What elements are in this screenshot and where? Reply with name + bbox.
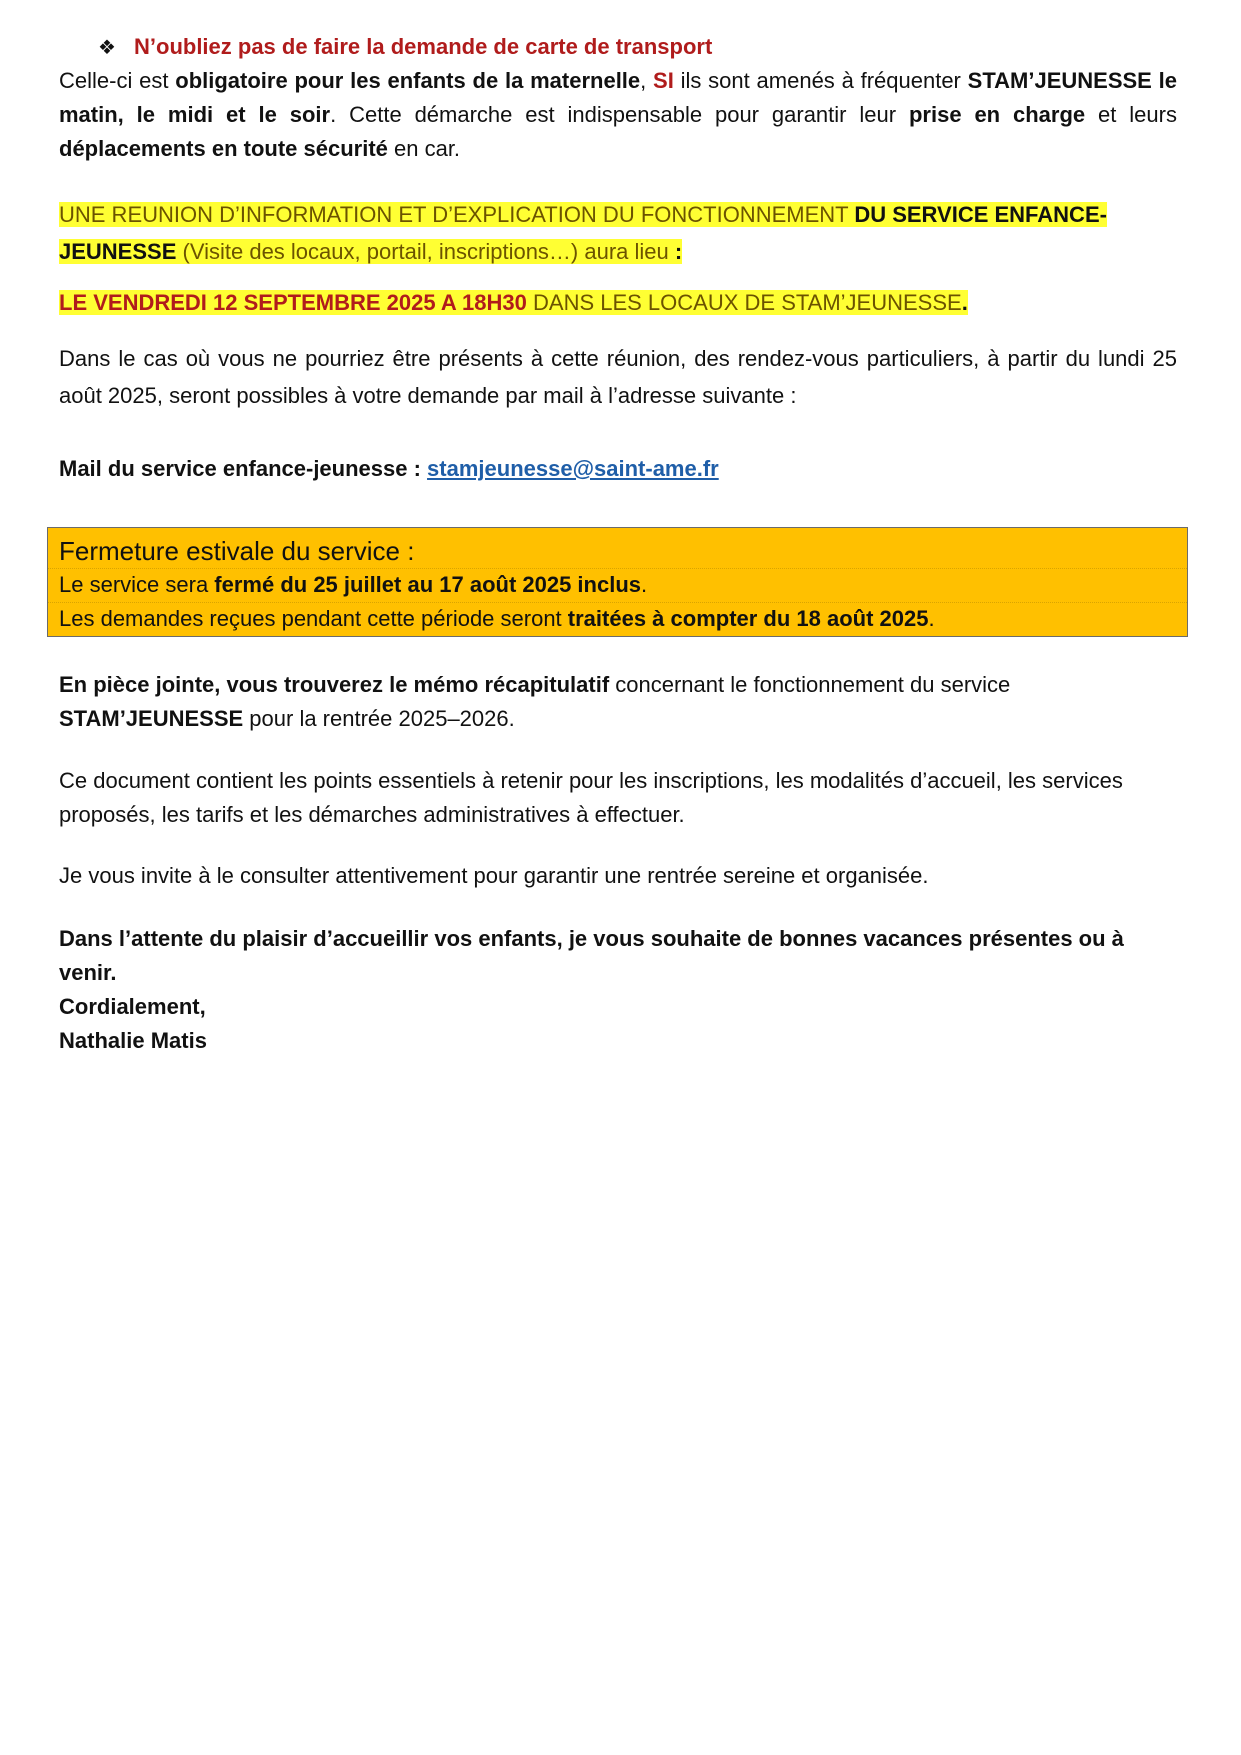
closing-wish: Dans l’attente du plaisir d’accueillir vos enfants, je vous souhaite de bonnes vacances présentes ou à venir. — [59, 926, 1124, 985]
contact-line — [59, 452, 1177, 486]
meeting-announcement: UNE REUNION D’INFORMATION ET D’EXPLICATION DU FONCTIONNEMENT DU SERVICE ENFANCE-JEUNESSE (Visite des locaux, portail, inscriptions…) aura lieu : — [59, 202, 1107, 264]
closure-requests-line: Les demandes reçues pendant cette période seront traitées à compter du 18 août 2025. — [59, 606, 935, 631]
diamond-bullet-icon: ❖ — [98, 37, 116, 59]
memo-paragraph: En pièce jointe, vous trouverez le mémo récapitulatif concernant le fonctionnement du service STAM’JEUNESSE pour la rentrée 2025–2026. — [59, 672, 1011, 731]
invite-paragraph: Je vous invite à le consulter attentivement pour garantir une rentrée sereine et organisée. — [59, 863, 929, 888]
summer-closure-box — [47, 527, 1188, 637]
email-link[interactable]: stamjeunesse@saint-ame.fr — [427, 456, 719, 481]
document-info-paragraph: Ce document contient les points essentiels à retenir pour les inscriptions, les modalités d’accueil, les services proposés, les tarifs et les démarches administratives à effectuer. — [59, 768, 1123, 827]
transport-heading: ❖ N’oubliez pas de faire la demande de carte de transport — [98, 30, 712, 65]
transport-paragraph: Celle-ci est obligatoire pour les enfants de la maternelle, SI ils sont amenés à fréquenter STAM’JEUNESSE le matin, le midi et le soir. Cette démarche est indispensable pour garantir leur prise en charge et leurs déplacements en toute sécurité en car. — [59, 68, 1177, 161]
closing-salutation: Cordialement, — [59, 994, 206, 1019]
contact-label: Mail du service enfance-jeunesse : — [59, 456, 428, 481]
signature: Nathalie Matis — [59, 1028, 207, 1053]
closure-dates-line: Le service sera fermé du 25 juillet au 17 août 2025 inclus. — [59, 572, 648, 597]
appointment-paragraph: Dans le cas où vous ne pourriez être présents à cette réunion, des rendez-vous particuliers, à partir du lundi 25 août 2025, seront possibles à votre demande par mail à l’adresse suivante : — [59, 346, 1177, 408]
closure-title: Fermeture estivale du service : — [59, 536, 415, 566]
meeting-date: LE VENDREDI 12 SEPTEMBRE 2025 A 18H30 DANS LES LOCAUX DE STAM’JEUNESSE. — [59, 290, 968, 315]
